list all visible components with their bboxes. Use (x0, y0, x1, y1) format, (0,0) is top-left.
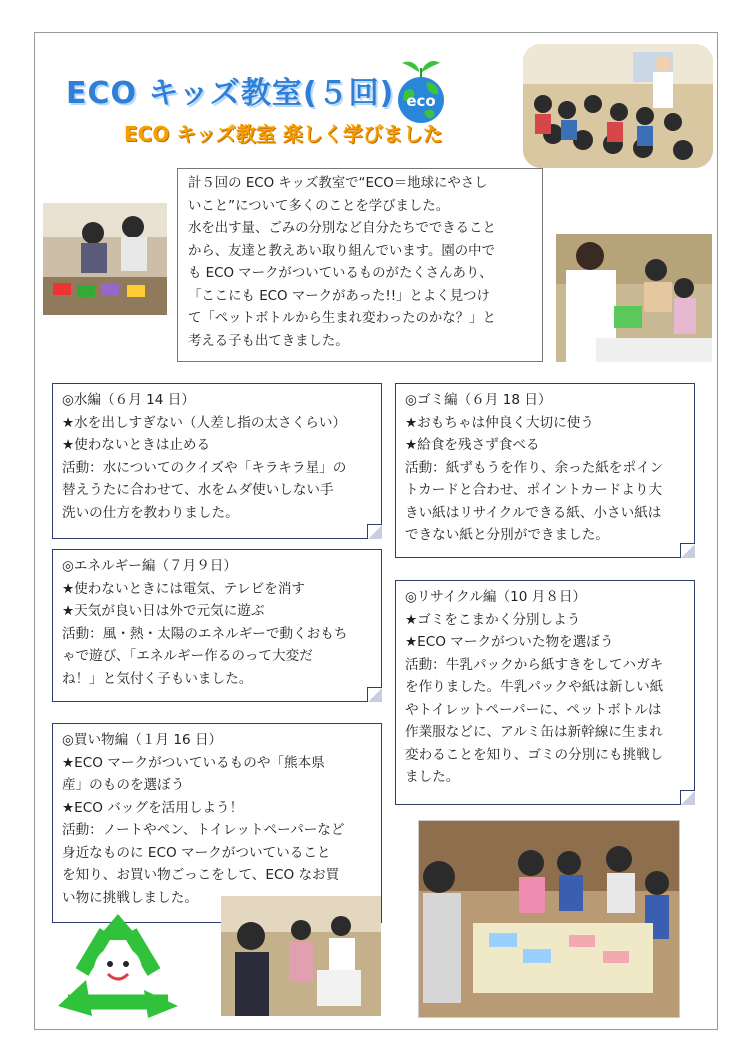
intro-line: 考える子も出てきました。 (188, 333, 349, 349)
section-line: 活動：風・熱・太陽のエネルギーで動くおもち (62, 625, 348, 642)
section-line: ★ECO マークがついているものや「熊本県 (62, 754, 325, 771)
eco-logo-text: eco (406, 92, 436, 110)
section-line: ★おもちゃは仲良く大切に使う (405, 414, 594, 431)
eco-globe-icon (386, 56, 456, 126)
section-line: 活動：水についてのクイズや「キラキラ星」の (62, 459, 347, 476)
intro-line: 水を出す量、ごみの分別など自分たちでできること (188, 221, 496, 236)
page-title: ECO キッズ教室(５回) (66, 76, 395, 111)
section-line: ゃで遊び、「エネルギー作るのって大変だ (62, 648, 313, 664)
section-line: い物に挑戦しました。 (62, 889, 198, 906)
page-fold-corner (367, 524, 382, 539)
section-line: 産」のものを選ぼう (62, 777, 185, 793)
section-recycle (395, 580, 695, 805)
photo-teacher-with-children (556, 234, 712, 362)
section-line: 洗いの仕方を教わりました。 (62, 504, 239, 521)
section-water (52, 383, 382, 539)
section-line: ★天気が良い日は外で元気に遊ぶ (62, 603, 265, 619)
section-line: ★水を出しすぎない（人差し指の太さくらい） (62, 414, 347, 431)
section-line: 活動：紙ずもうを作り、余った紙をポイン (405, 459, 664, 476)
intro-line: 計５回の ECO キッズ教室で“ECO＝地球にやさし (188, 176, 488, 191)
section-heading: ◎買い物編（１月 16 日） (62, 732, 223, 748)
section-line: ★ECO マークがついた物を選ぼう (405, 634, 614, 650)
section-heading: ◎リサイクル編（10 月８日） (405, 589, 587, 605)
intro-line: 「ここにも ECO マークがあった!!」とよく見つけ (188, 288, 490, 304)
intro-line: て「ペットボトルから生まれ変わったのかな？」と (188, 311, 496, 326)
page-fold-corner (680, 790, 695, 805)
section-line: を作りました。牛乳パックや紙は新しい紙 (405, 679, 664, 695)
photo-children-activity (43, 203, 167, 315)
section-line: 変わることを知り、ゴミの分別にも挑戦し (405, 746, 664, 763)
section-heading: ◎エネルギー編（７月９日） (62, 558, 237, 574)
page-fold-corner (680, 543, 695, 558)
recycle-smile-icon (44, 910, 192, 1022)
section-line: ました。 (405, 769, 460, 785)
section-line: ね！」と気付く子もいました。 (62, 670, 253, 687)
section-line: きい紙はリサイクルできる紙、小さい紙は (405, 504, 662, 521)
page-fold-corner (367, 687, 382, 702)
section-shopping (52, 723, 382, 923)
section-line: やトイレットペーパーに、ペットボトルは (405, 701, 662, 718)
photo-classroom-lesson (523, 44, 713, 168)
section-line: ★ゴミをこまかく分別しよう (405, 611, 581, 628)
photo-shopping-play (221, 896, 381, 1016)
section-energy (52, 549, 382, 702)
section-line: ★ECO バッグを活用しよう！ (62, 799, 244, 816)
section-line: 活動：牛乳パックから紙すきをしてハガキ (405, 656, 664, 673)
section-heading: ◎水編（６月 14 日） (62, 392, 195, 408)
section-heading: ◎ゴミ編（６月 18 日） (405, 392, 552, 408)
intro-line: いこと”について多くのことを学びました。 (188, 198, 450, 214)
section-line: ★使わないときは止める (62, 437, 211, 453)
intro-line: も ECO マークがついているものがたくさんあり、 (188, 266, 493, 281)
section-line: ★給食を残さず食べる (405, 437, 540, 453)
section-line: を知り、お買い物ごっこをして、ECO なお買 (62, 867, 340, 883)
section-garbage (395, 383, 695, 558)
section-line: 替えうたに合わせて、水をムダ使いしない手 (62, 482, 334, 498)
section-line: トカードと合わせ、ポイントカードより大 (405, 482, 663, 498)
section-line: 身近なものに ECO マークがついていること (62, 844, 331, 861)
page-subtitle: ECO キッズ教室 楽しく学びました (124, 122, 443, 146)
photo-sorting-table (418, 820, 680, 1018)
section-line: ★使わないときには電気、テレビを消す (62, 580, 306, 597)
section-line: できない紙と分別ができました。 (405, 527, 609, 543)
intro-text-box (177, 168, 543, 362)
intro-line: から、友達と教えあい取り組んでいます。園の中で (188, 243, 495, 259)
section-line: 作業服などに、アルミ缶は新幹線に生まれ (405, 724, 663, 740)
section-line: 活動：ノートやペン、トイレットペーパーなど (62, 822, 345, 838)
